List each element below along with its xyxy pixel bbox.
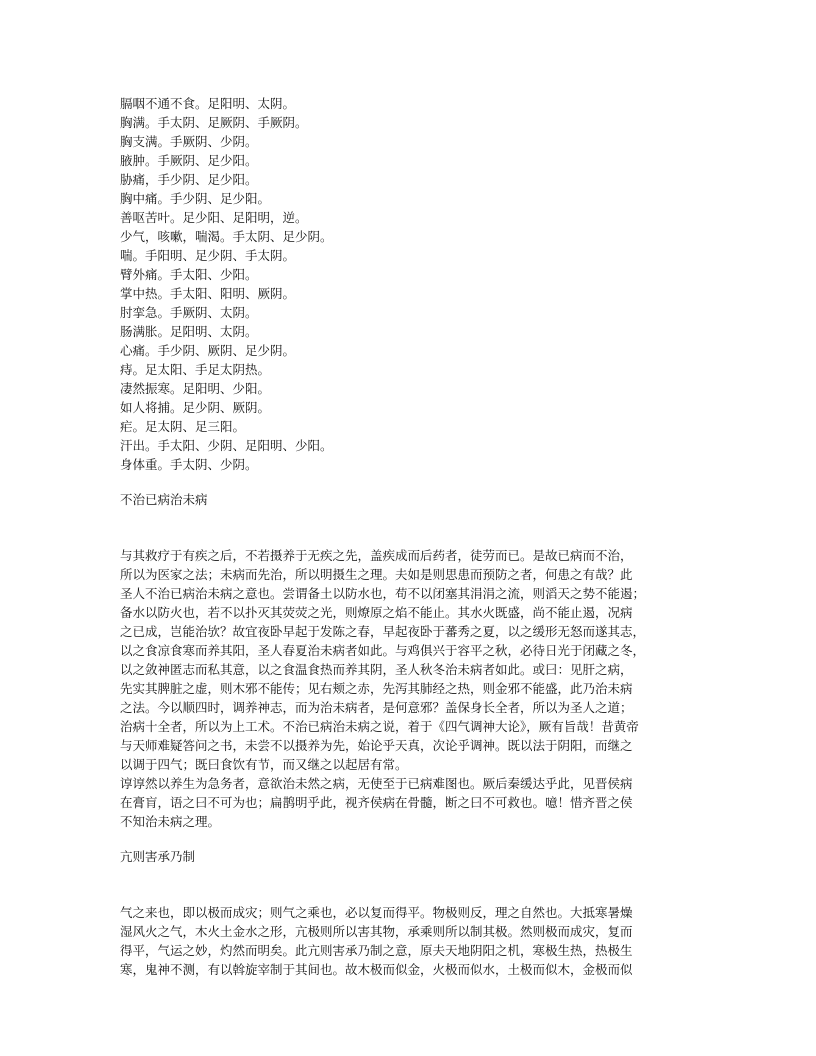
section-excess-harm [120,847,700,979]
symptom-line: 身体重。手太阴、少阴。 [120,457,258,472]
body-line: 先实其脾脏之虚，则木邪不能传；见右颊之赤，先泻其肺经之热，则金邪不能盛，此乃治未病 [120,681,633,696]
symptom-line: 凄然振寒。足阳明、少阳。 [120,381,271,396]
symptom-line: 喘。手阳明、足少阴、手太阴。 [120,248,296,263]
document-page [120,94,700,979]
body-line: 得平，气运之妙，灼然而明矣。此亢则害承乃制之意，原夫天地阴阳之机，寒极生热，热极生 [120,943,633,958]
symptom-line: 肠满胀。足阳明、太阴。 [120,324,258,339]
body-line: 寒，鬼神不测，有以斡旋宰制于其间也。故木极而似金，火极而似水，土极而似木，金极而似 [120,962,633,977]
body-line: 所以为医家之法；未病而先治，所以明摄生之理。夫如是则思患而预防之者，何患之有哉？此 [120,567,633,582]
body-line: 以调于四气；既曰食饮有节，而又继之以起居有常。 [120,757,408,772]
symptom-line: 善呕苦叶。足少阳、足阳明，逆。 [120,210,308,225]
body-line: 湿风火之气，木火土金水之形，亢极则所以害其物，承乘则所以制其极。然则极而成灾，复而 [120,924,633,939]
symptom-line: 胸满。手太阴、足厥阴、手厥阴。 [120,115,308,130]
body-line: 谆谆然以养生为急务者，意欲治未然之病，无使至于已病难图也。厥后秦缓达乎此，见晋侯病 [120,776,633,791]
symptom-list [120,94,700,474]
symptom-line: 如人将捕。足少阴、厥阴。 [120,400,271,415]
section-body [120,903,700,979]
symptom-line: 汗出。手太阳、少阴、足阳明、少阳。 [120,438,333,453]
symptom-line: 臂外痛。手太阳、少阳。 [120,267,258,282]
body-line: 与其救疗于有疾之后，不若摄养于无疾之先，盖疾成而后药者，徒劳而已。是故已病而不治， [120,548,633,563]
symptom-line: 肘挛急。手厥阴、太阴。 [120,305,258,320]
body-line: 以之食凉食寒而养其阳，圣人春夏治未病者如此。与鸡俱兴于容平之秋，必待日光于闭藏之冬， [120,643,646,658]
symptom-line: 掌中热。手太阳、阳明、厥阴。 [120,286,296,301]
symptom-line: 痔。足太阳、手足太阴热。 [120,362,271,377]
section-heading: 不治已病治未病 [120,492,208,507]
section-heading: 亢则害承乃制 [120,849,196,864]
symptom-line: 胸中痛。手少阴、足少阳。 [120,191,271,206]
symptom-line: 少气，咳嗽，喘渴。手太阴、足少阴。 [120,229,333,244]
section-body [120,546,700,831]
body-line: 不知治未病之理。 [120,814,221,829]
body-line: 在膏肓，语之曰不可为也；扁鹊明乎此，视齐侯病在骨髓，断之曰不可救也。噫！惜齐晋之侯 [120,795,633,810]
symptom-line: 心痛。手少阴、厥阴、足少阴。 [120,343,296,358]
symptom-line: 疟。足太阴、足三阳。 [120,419,246,434]
symptom-line: 腋肿。手厥阴、足少阳。 [120,153,258,168]
section-treat-before-illness [120,490,700,831]
body-line: 之已成，岂能治欤？故宜夜卧早起于发陈之春，早起夜卧于蕃秀之夏，以之缓形无怒而遂其志， [120,624,646,639]
body-line: 治病十全者，所以为上工术。不治已病治未病之说，着于《四气调神大论》，厥有旨哉！昔黄帝 [120,719,639,734]
symptom-line: 胁痛，手少阴、足少阳。 [120,172,258,187]
body-line: 备水以防火也，若不以扑灭其荧荧之光，则燎原之焰不能止。其水火既盛，尚不能止遏，况病 [120,605,633,620]
body-line: 圣人不治已病治未病之意也。尝谓备土以防水也，苟不以闭塞其涓涓之流，则滔天之势不能遏； [120,586,646,601]
symptom-line: 膈咽不通不食。足阳明、太阴。 [120,96,296,111]
body-line: 与天师难疑答问之书，未尝不以摄养为先，始论乎天真，次论乎调神。既以法于阴阳，而继之 [120,738,633,753]
body-line: 气之来也，即以极而成灾；则气之乘也，必以复而得平。物极则反，理之自然也。大抵寒暑燥 [120,905,633,920]
symptom-line: 胸支满。手厥阴、少阴。 [120,134,258,149]
body-line: 之法。今以顺四时，调养神志，而为治未病者，是何意邪？盖保身长全者，所以为圣人之道； [120,700,633,715]
body-line: 以之敛神匿志而私其意，以之食温食热而养其阴，圣人秋冬治未病者如此。或曰：见肝之病， [120,662,633,677]
